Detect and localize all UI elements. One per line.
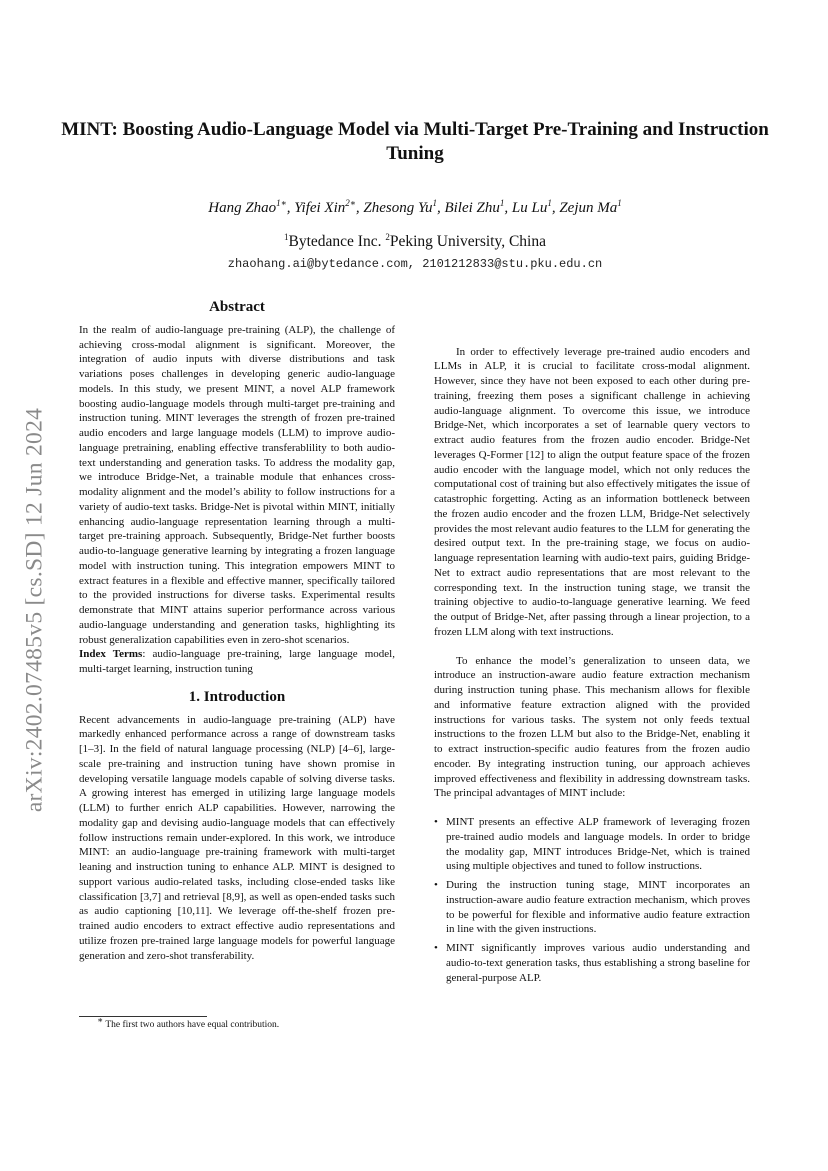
list-item: • MINT significantly improves various audio understanding and audio-to-text generation tasks, thus establishing a strong baseline for general-purpose ALP. (434, 942, 750, 984)
affiliations: $^1$Bytedance Inc. $^2$Peking University, China (284, 231, 546, 250)
author: Zhesong Yu$^1$ (363, 198, 437, 216)
paper-title: MINT: Boosting Audio-Language Model via Multi-Target Pre-Training and Instruction Tuning (61, 119, 769, 164)
list-item: • During the instruction tuning stage, MINT incorporates an instruction-aware audio feature extraction mechanism, which proves to be powerful for flexible and informative audio feature extraction in line with the given instructions. (434, 879, 750, 936)
intro-paragraph-1: Recent advancements in audio-language pre-training (ALP) have markedly enhanced performance across a range of downstream tasks [1–3]. In the field of natural language processing (NLP) [4–6], large-scale pre-training and instruction tuning have shown promise in developing versatile language models capable of solving diverse tasks. A growing interest has emerged in utilizing large language models (LLM) to further enrich ALP capabilities. However, narrowing the modality gap and devising audio-language models that can effectively follow instructions remain under-explored. In this work, we introduce MINT: an audio-language pre-training framework with multi-target leaning and instruction tuning to enhance ALP. MINT is designed to support various audio-related tasks, including close-ended tasks like classification [3,7] and retrieval [8,9], as well as open-ended tasks such as audio captioning [10,11]. We leverage off-the-shelf frozen pre-trained audio encoders to extract effective audio representations and utilize frozen pre-trained large language models for powerful language generation and zero-shot transferability. (79, 713, 395, 962)
footnote-text: ∗ The first two authors have equal contribution. (97, 1015, 280, 1031)
arxiv-id-text: arXiv:2402.07485v5 [cs.SD] 12 Jun 2024 (21, 407, 48, 813)
author: Zejun Ma$^1$ (559, 198, 622, 216)
intro-paragraph-2: In order to effectively leverage pre-trained audio encoders and LLMs in ALP, it is crucial to facilitate cross-modal alignment. However, since they have not been exposed to each other during pre-training, freezing them poses a significant challenge in achieving audio-language alignment. To overcome this issue, we introduce Bridge-Net, which incorporates a set of learnable query vectors to extract audio features from the frozen audio encoder. Bridge-Net leverages Q-Former [12] to align the output feature space of the frozen audio encoder with the language model, which not only reduces the computational cost of training but also effectively mitigates the issue of catastrophic forgetting. Acting as an information bottleneck between the frozen audio encoder and the frozen LLM, Bridge-Net selectively provides the most relevant audio features to the LLM for generating the desired output text. In the pre-training stage, we focus on audio-language representation learning with audio-text pairs, guiding Bridge-Net to extract audio representations that are most relevant to the corresponding text. In the instruction tuning stage, we transit the training objective to audio-to-language generative learning. We feed the output of Bridge-Net, after passing through a linear projection, to a frozen LLM along with text instructions. (434, 345, 750, 638)
arxiv-identifier (18, 370, 52, 850)
intro-paragraph-3: To enhance the model’s generalization to unseen data, we introduce an instruction-aware audio feature extraction mechanism during instruction tuning phase. This mechanism allows for flexible and informative feature extraction aligned with the provided instructions for various tasks. The system not only feeds textual instructions to the frozen LLM but also to the Bridge-Net, enabling it to extract instruction-specific audio features from the frozen audio encoder. By integrating instruction tuning, our approach achieves improved effectiveness and flexibility in addressing downstream tasks. The principal advantages of MINT include: (434, 654, 750, 800)
index-terms: Index Terms: audio-language pre-training, large language model, multi-target learning, instruction tuning (79, 648, 395, 675)
author-emails: zhaohang.ai@bytedance.com, 2101212833@stu.pku.edu.cn (227, 257, 603, 271)
author-list: Hang Zhao$^{1∗}$, Yifei Xin$^{2∗}$, Zhesong Yu$^1$, Bilei Zhu$^1$, Lu Lu$^1$, Zejun Ma$^1$ (208, 198, 622, 216)
abstract-heading: Abstract (209, 299, 265, 315)
left-column (79, 300, 395, 963)
abstract-text: In the realm of audio-language pre-training (ALP), the challenge of achieving cross-modal alignment is significant. Moreover, the integration of audio inputs with diverse distributions and task variations poses challenges in developing generic audio-language models. In this study, we present MINT, a novel ALP framework boosting audio-language models through multi-target pre-training and instruction tuning. MINT leverages the strength of frozen pre-trained audio encoders and large language models (LLM) to improve audio-language pretraining, enabling effective transferablility to both audio-text understanding and generation tasks. To address the modality gap, we introduce Bridge-Net, a trainable module that enhances cross-modality alignment and the model’s ability to follow instructions for a variety of audio-text tasks. Bridge-Net is pivotal within MINT, initially enhancing audio-language representation learning through a multi-target pre-training approach. Subsequently, Bridge-Net further boosts audio-to-language generative learning by integrating a frozen language model with instruction tuning. This integration empowers MINT to extract features in a flexible and effective manner, specifically tailored to the provided instructions for diverse tasks. Experimental results demonstrate that MINT attains superior performance across various audio-language understanding and generation tasks, highlighting its robust generalization capabilities even in zero-shot scenarios. (79, 323, 395, 646)
author: Lu Lu$^1$ (511, 198, 552, 216)
author: Hang Zhao$^{1∗}$ (208, 198, 287, 216)
author: Yifei Xin$^{2∗}$ (294, 198, 356, 216)
right-column (434, 301, 750, 989)
list-item: • MINT presents an effective ALP framework of leveraging frozen pre-trained audio models and language models. In order to bridge the modality gap, MINT introduces Bridge-Net, which is trained using multiple objectives and tuned to follow instructions. (434, 816, 750, 873)
author: Bilei Zhu$^1$ (444, 198, 505, 216)
advantages-list (434, 815, 750, 985)
introduction-heading: 1. Introduction (188, 688, 286, 705)
footnote (79, 1016, 395, 1030)
